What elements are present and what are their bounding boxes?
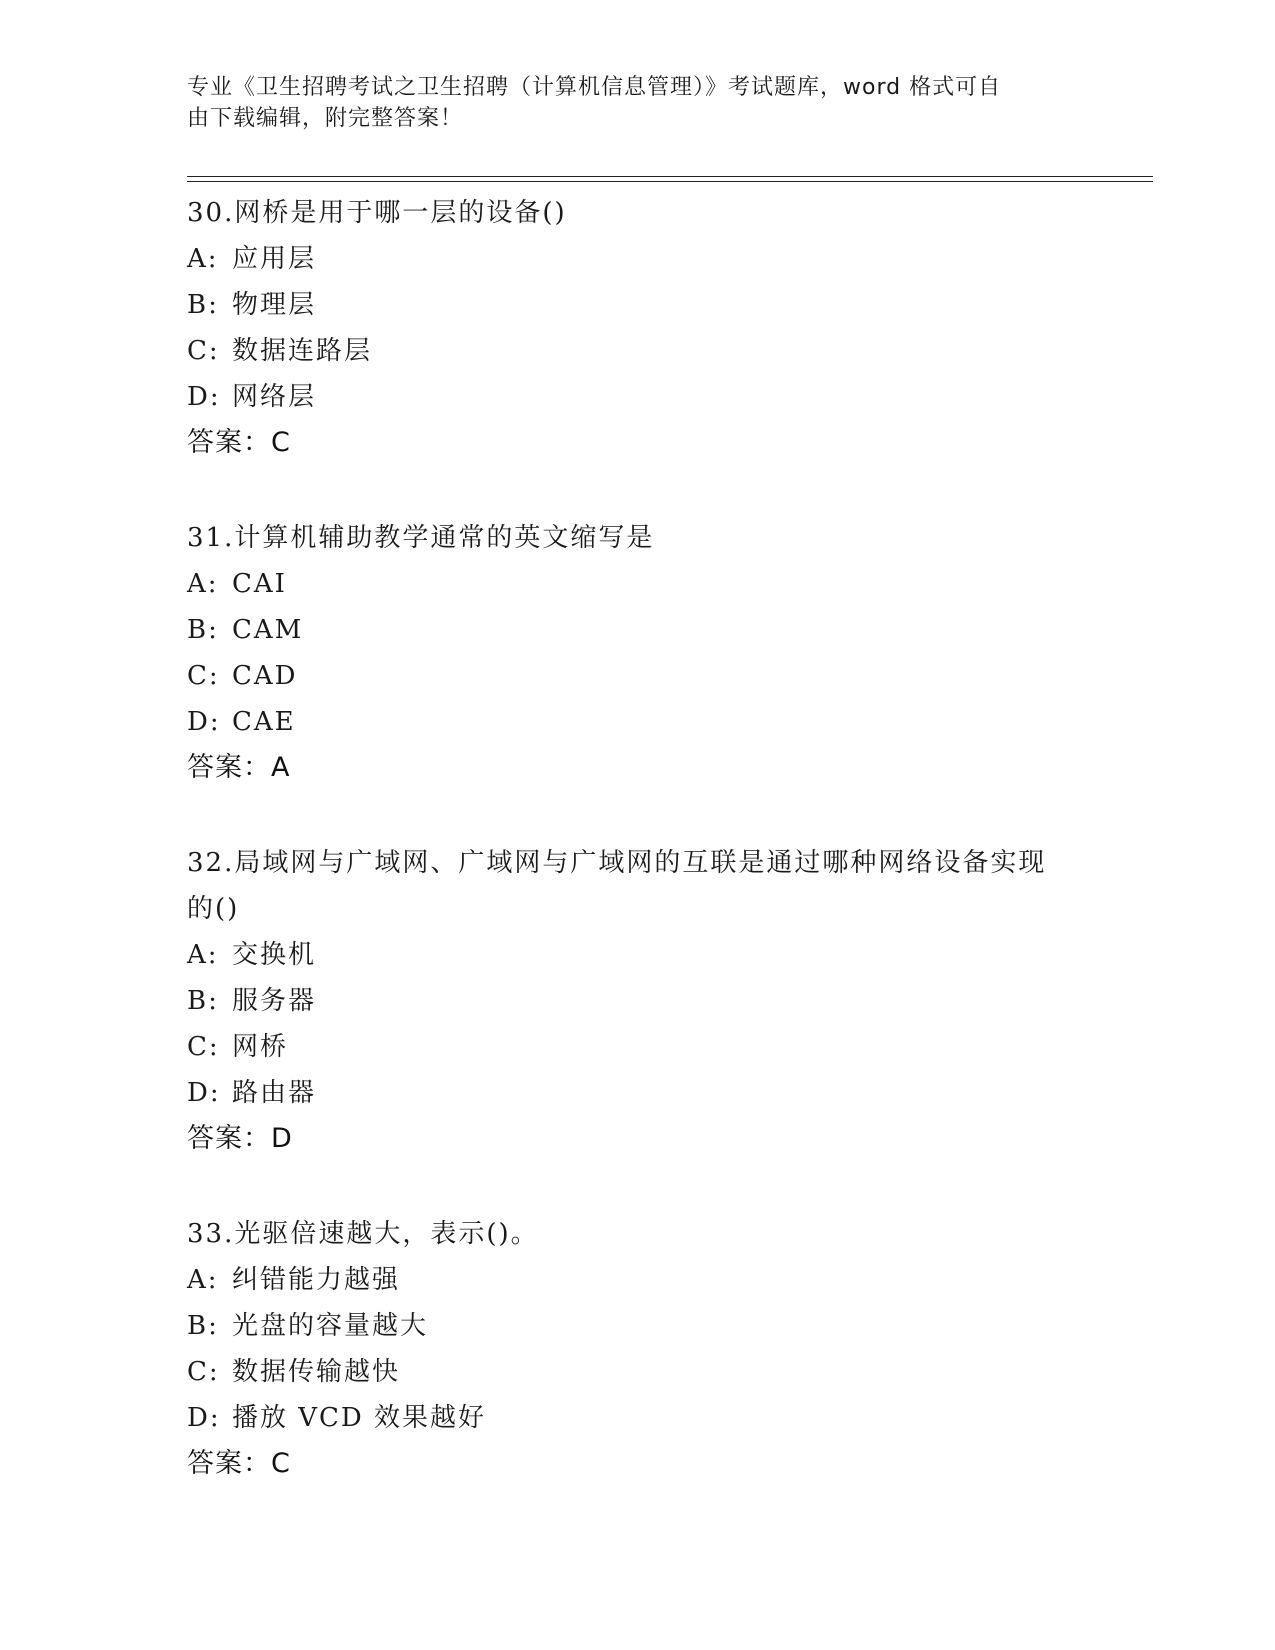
header-divider-top	[187, 176, 1153, 177]
option-d	[187, 1395, 1087, 1441]
option-letter: A:	[187, 1265, 219, 1295]
header-line-1: 专业《卫生招聘考试之卫生招聘（计算机信息管理）》考试题库，word 格式可自	[187, 75, 1002, 100]
option-letter: D:	[187, 707, 221, 737]
option-letter: B:	[187, 290, 219, 320]
option-letter: B:	[187, 1311, 219, 1341]
option-a	[187, 1257, 1087, 1303]
option-c	[187, 1349, 1087, 1395]
option-text: 网桥	[232, 1032, 289, 1062]
question-stem: 32.局域网与广域网、广域网与广域网的互联是通过哪种网络设备实现	[187, 848, 1047, 878]
answer-line: 答案：A	[187, 752, 291, 783]
option-a	[187, 932, 1087, 978]
option-letter: C:	[187, 1357, 220, 1387]
answer-line: 答案：D	[187, 1123, 293, 1154]
answer-line: 答案：C	[187, 1448, 291, 1479]
option-d	[187, 374, 1087, 420]
option-text: 数据连路层	[232, 336, 373, 366]
option-text: 服务器	[232, 986, 317, 1016]
option-text: 应用层	[232, 244, 317, 274]
answer-line: 答案：C	[187, 427, 291, 458]
option-c	[187, 1024, 1087, 1070]
document-header	[187, 72, 1067, 134]
option-letter: B:	[187, 986, 219, 1016]
question-item	[187, 840, 1087, 1162]
option-letter: C:	[187, 661, 220, 691]
option-text: CAD	[232, 661, 298, 691]
option-d	[187, 699, 1087, 745]
option-c	[187, 328, 1087, 374]
option-d	[187, 1070, 1087, 1116]
option-letter: D:	[187, 1403, 221, 1433]
option-letter: A:	[187, 569, 219, 599]
option-letter: C:	[187, 1032, 220, 1062]
option-text: 路由器	[232, 1078, 317, 1108]
option-letter: C:	[187, 336, 220, 366]
option-letter: B:	[187, 615, 219, 645]
header-divider-bottom	[187, 181, 1153, 182]
option-b	[187, 1303, 1087, 1349]
option-letter: D:	[187, 382, 221, 412]
option-c	[187, 653, 1087, 699]
question-item	[187, 190, 1087, 466]
option-text: CAM	[232, 615, 304, 645]
option-letter: A:	[187, 940, 219, 970]
option-text: CAE	[232, 707, 296, 737]
option-text: 纠错能力越强	[232, 1265, 401, 1295]
option-text: CAI	[232, 569, 287, 599]
header-line-2: 由下载编辑，附完整答案！	[187, 106, 464, 131]
question-item	[187, 515, 1087, 791]
option-b	[187, 282, 1087, 328]
question-list	[187, 190, 1087, 1536]
question-stem: 33.光驱倍速越大，表示()。	[187, 1219, 539, 1249]
option-letter: A:	[187, 244, 219, 274]
option-text: 物理层	[232, 290, 317, 320]
question-item	[187, 1211, 1087, 1487]
option-text: 交换机	[232, 940, 317, 970]
question-stem-continuation: 的()	[187, 894, 240, 924]
option-text: 网络层	[232, 382, 317, 412]
option-a	[187, 561, 1087, 607]
option-text: 数据传输越快	[232, 1357, 401, 1387]
option-text: 播放 VCD 效果越好	[232, 1403, 487, 1433]
option-b	[187, 978, 1087, 1024]
option-a	[187, 236, 1087, 282]
option-b	[187, 607, 1087, 653]
question-stem: 30.网桥是用于哪一层的设备()	[187, 198, 567, 228]
question-stem: 31.计算机辅助教学通常的英文缩写是	[187, 523, 655, 553]
option-text: 光盘的容量越大	[232, 1311, 429, 1341]
option-letter: D:	[187, 1078, 221, 1108]
